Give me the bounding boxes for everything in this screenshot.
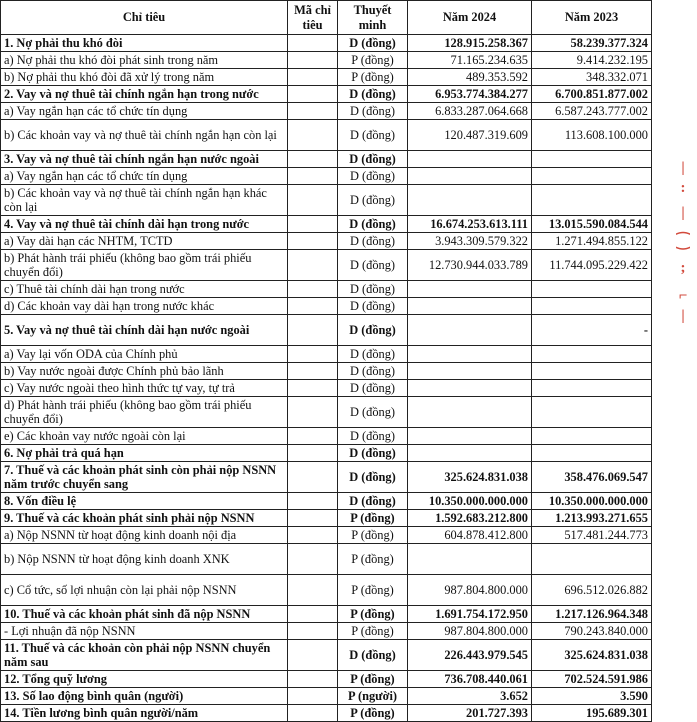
row-code: [288, 86, 338, 103]
row-label: 1. Nợ phải thu khó đòi: [1, 35, 288, 52]
row-thuyet-minh: D (đồng): [338, 120, 408, 151]
row-label: 10. Thuế và các khoản phát sinh đã nộp NSNN: [1, 606, 288, 623]
table-row: [1, 346, 652, 363]
table-header-row: [1, 1, 652, 35]
row-code: [288, 623, 338, 640]
row-thuyet-minh: D (đồng): [338, 298, 408, 315]
table-row: [1, 493, 652, 510]
row-code: [288, 671, 338, 688]
table-row: [1, 233, 652, 250]
row-value-2023: [532, 185, 652, 216]
row-value-2024: 3.652: [408, 688, 532, 705]
row-value-2024: 6.833.287.064.668: [408, 103, 532, 120]
row-label: b) Các khoản vay và nợ thuê tài chính ngắn hạn khác còn lại: [1, 185, 288, 216]
table-row: [1, 606, 652, 623]
row-code: [288, 445, 338, 462]
row-label: 6. Nợ phải trả quá hạn: [1, 445, 288, 462]
row-code: [288, 575, 338, 606]
row-code: [288, 380, 338, 397]
row-value-2024: 71.165.234.635: [408, 52, 532, 69]
table-row: [1, 623, 652, 640]
row-value-2023: [532, 380, 652, 397]
row-thuyet-minh: D (đồng): [338, 151, 408, 168]
row-value-2024: 12.730.944.033.789: [408, 250, 532, 281]
row-value-2024: [408, 298, 532, 315]
row-code: [288, 120, 338, 151]
row-thuyet-minh: D (đồng): [338, 168, 408, 185]
row-label: 8. Vốn điều lệ: [1, 493, 288, 510]
row-value-2024: [408, 168, 532, 185]
row-value-2023: [532, 346, 652, 363]
row-label: a) Vay dài hạn các NHTM, TCTD: [1, 233, 288, 250]
header-thuyet-minh: Thuyết minh: [338, 1, 408, 35]
row-thuyet-minh: D (đồng): [338, 462, 408, 493]
row-value-2023: [532, 397, 652, 428]
row-thuyet-minh: D (đồng): [338, 428, 408, 445]
row-thuyet-minh: D (đồng): [338, 640, 408, 671]
table-row: [1, 544, 652, 575]
red-stamp-mark: | : | ⁐ ; ⌐ |: [676, 160, 690, 324]
row-value-2023: 325.624.831.038: [532, 640, 652, 671]
row-label: a) Nộp NSNN từ hoạt động kinh doanh nội địa: [1, 527, 288, 544]
row-code: [288, 705, 338, 722]
row-code: [288, 510, 338, 527]
row-value-2023: [532, 298, 652, 315]
table-row: [1, 462, 652, 493]
row-value-2023: -: [532, 315, 652, 346]
row-label: a) Vay ngắn hạn các tổ chức tín dụng: [1, 168, 288, 185]
table-row: [1, 575, 652, 606]
row-label: 7. Thuế và các khoản phát sinh còn phải nộp NSNN năm trước chuyển sang: [1, 462, 288, 493]
table-row: [1, 298, 652, 315]
table-row: [1, 363, 652, 380]
row-label: b) Phát hành trái phiếu (không bao gồm trái phiếu chuyển đổi): [1, 250, 288, 281]
row-thuyet-minh: D (đồng): [338, 233, 408, 250]
row-code: [288, 346, 338, 363]
table-row: [1, 510, 652, 527]
row-label: a) Vay ngắn hạn các tổ chức tín dụng: [1, 103, 288, 120]
row-value-2023: [532, 445, 652, 462]
row-value-2024: 325.624.831.038: [408, 462, 532, 493]
table-row: [1, 86, 652, 103]
row-label: 5. Vay và nợ thuê tài chính dài hạn nước ngoài: [1, 315, 288, 346]
row-code: [288, 216, 338, 233]
row-label: c) Cổ tức, số lợi nhuận còn lại phải nộp NSNN: [1, 575, 288, 606]
row-thuyet-minh: P (đồng): [338, 623, 408, 640]
row-code: [288, 397, 338, 428]
row-value-2024: [408, 281, 532, 298]
table-row: [1, 250, 652, 281]
table-row: [1, 35, 652, 52]
row-value-2023: [532, 168, 652, 185]
row-thuyet-minh: D (đồng): [338, 397, 408, 428]
row-thuyet-minh: P (đồng): [338, 705, 408, 722]
table-row: [1, 185, 652, 216]
table-row: [1, 120, 652, 151]
header-nam-2023: Năm 2023: [532, 1, 652, 35]
row-value-2023: 6.700.851.877.002: [532, 86, 652, 103]
row-value-2023: 13.015.590.084.544: [532, 216, 652, 233]
row-value-2024: [408, 346, 532, 363]
row-value-2023: 517.481.244.773: [532, 527, 652, 544]
row-code: [288, 544, 338, 575]
row-value-2023: 11.744.095.229.422: [532, 250, 652, 281]
row-label: c) Thuê tài chính dài hạn trong nước: [1, 281, 288, 298]
row-value-2023: [532, 363, 652, 380]
row-thuyet-minh: D (đồng): [338, 250, 408, 281]
row-code: [288, 281, 338, 298]
row-label: c) Vay nước ngoài theo hình thức tự vay, tự trả: [1, 380, 288, 397]
row-thuyet-minh: P (đồng): [338, 575, 408, 606]
row-label: b) Nợ phải thu khó đòi đã xử lý trong năm: [1, 69, 288, 86]
row-label: b) Nộp NSNN từ hoạt động kinh doanh XNK: [1, 544, 288, 575]
table-row: [1, 69, 652, 86]
row-value-2023: 348.332.071: [532, 69, 652, 86]
row-value-2023: 358.476.069.547: [532, 462, 652, 493]
table-row: [1, 428, 652, 445]
row-code: [288, 168, 338, 185]
row-code: [288, 363, 338, 380]
row-value-2024: [408, 185, 532, 216]
row-value-2024: 201.727.393: [408, 705, 532, 722]
table-row: [1, 281, 652, 298]
row-value-2024: 6.953.774.384.277: [408, 86, 532, 103]
row-code: [288, 103, 338, 120]
row-label: 4. Vay và nợ thuê tài chính dài hạn trong nước: [1, 216, 288, 233]
table-row: [1, 640, 652, 671]
row-value-2024: 1.592.683.212.800: [408, 510, 532, 527]
row-value-2024: 489.353.592: [408, 69, 532, 86]
row-thuyet-minh: P (đồng): [338, 52, 408, 69]
row-value-2024: [408, 397, 532, 428]
row-value-2024: [408, 445, 532, 462]
row-label: 3. Vay và nợ thuê tài chính ngắn hạn nước ngoài: [1, 151, 288, 168]
row-value-2024: 3.943.309.579.322: [408, 233, 532, 250]
row-thuyet-minh: P (đồng): [338, 544, 408, 575]
row-value-2024: 987.804.800.000: [408, 575, 532, 606]
row-thuyet-minh: D (đồng): [338, 445, 408, 462]
row-code: [288, 35, 338, 52]
row-value-2023: [532, 544, 652, 575]
row-code: [288, 233, 338, 250]
table-row: [1, 527, 652, 544]
row-value-2023: 195.689.301: [532, 705, 652, 722]
table-row: [1, 52, 652, 69]
row-value-2023: 1.213.993.271.655: [532, 510, 652, 527]
table-row: [1, 705, 652, 722]
row-label: d) Các khoản vay dài hạn trong nước khác: [1, 298, 288, 315]
row-value-2024: [408, 428, 532, 445]
row-code: [288, 462, 338, 493]
row-value-2023: [532, 151, 652, 168]
row-thuyet-minh: P (đồng): [338, 671, 408, 688]
row-value-2023: 3.590: [532, 688, 652, 705]
row-value-2024: 226.443.979.545: [408, 640, 532, 671]
row-thuyet-minh: D (đồng): [338, 103, 408, 120]
header-chi-tieu: Chỉ tiêu: [1, 1, 288, 35]
row-thuyet-minh: P (đồng): [338, 510, 408, 527]
row-value-2024: [408, 544, 532, 575]
row-value-2023: 696.512.026.882: [532, 575, 652, 606]
row-value-2024: 736.708.440.061: [408, 671, 532, 688]
row-value-2024: 128.915.258.367: [408, 35, 532, 52]
row-value-2023: [532, 281, 652, 298]
row-value-2023: 790.243.840.000: [532, 623, 652, 640]
row-value-2023: [532, 428, 652, 445]
row-label: - Lợi nhuận đã nộp NSNN: [1, 623, 288, 640]
row-value-2023: 702.524.591.986: [532, 671, 652, 688]
table-row: [1, 380, 652, 397]
row-code: [288, 493, 338, 510]
row-value-2023: 9.414.232.195: [532, 52, 652, 69]
table-row: [1, 168, 652, 185]
row-code: [288, 151, 338, 168]
row-code: [288, 640, 338, 671]
row-label: 9. Thuế và các khoản phát sinh phải nộp NSNN: [1, 510, 288, 527]
row-value-2023: 113.608.100.000: [532, 120, 652, 151]
row-value-2023: 58.239.377.324: [532, 35, 652, 52]
row-thuyet-minh: D (đồng): [338, 380, 408, 397]
row-label: e) Các khoản vay nước ngoài còn lại: [1, 428, 288, 445]
row-thuyet-minh: P (đồng): [338, 527, 408, 544]
row-value-2024: [408, 315, 532, 346]
row-label: a) Vay lại vốn ODA của Chính phủ: [1, 346, 288, 363]
row-value-2024: [408, 363, 532, 380]
row-label: 14. Tiền lương bình quân người/năm: [1, 705, 288, 722]
row-value-2023: 10.350.000.000.000: [532, 493, 652, 510]
row-value-2024: 10.350.000.000.000: [408, 493, 532, 510]
row-thuyet-minh: D (đồng): [338, 346, 408, 363]
row-thuyet-minh: P (đồng): [338, 69, 408, 86]
header-nam-2024: Năm 2024: [408, 1, 532, 35]
table-row: [1, 397, 652, 428]
row-thuyet-minh: D (đồng): [338, 315, 408, 346]
row-thuyet-minh: P (người): [338, 688, 408, 705]
row-code: [288, 185, 338, 216]
row-label: 13. Số lao động bình quân (người): [1, 688, 288, 705]
table-row: [1, 216, 652, 233]
row-value-2023: 1.217.126.964.348: [532, 606, 652, 623]
row-thuyet-minh: D (đồng): [338, 35, 408, 52]
row-thuyet-minh: D (đồng): [338, 281, 408, 298]
row-label: b) Vay nước ngoài được Chính phủ bảo lãnh: [1, 363, 288, 380]
row-code: [288, 69, 338, 86]
row-code: [288, 315, 338, 346]
table-row: [1, 103, 652, 120]
row-code: [288, 250, 338, 281]
row-value-2024: [408, 151, 532, 168]
row-value-2024: 120.487.319.609: [408, 120, 532, 151]
row-label: 11. Thuế và các khoản còn phải nộp NSNN chuyển năm sau: [1, 640, 288, 671]
row-code: [288, 527, 338, 544]
row-value-2023: 6.587.243.777.002: [532, 103, 652, 120]
row-label: 12. Tổng quỹ lương: [1, 671, 288, 688]
row-value-2024: [408, 380, 532, 397]
row-label: a) Nợ phải thu khó đòi phát sinh trong năm: [1, 52, 288, 69]
row-thuyet-minh: D (đồng): [338, 216, 408, 233]
table-row: [1, 151, 652, 168]
row-thuyet-minh: D (đồng): [338, 363, 408, 380]
table-row: [1, 315, 652, 346]
header-ma-chi-tieu: Mã chỉ tiêu: [288, 1, 338, 35]
row-value-2024: 1.691.754.172.950: [408, 606, 532, 623]
row-value-2024: 16.674.253.613.111: [408, 216, 532, 233]
row-code: [288, 52, 338, 69]
row-value-2024: 604.878.412.800: [408, 527, 532, 544]
row-thuyet-minh: D (đồng): [338, 185, 408, 216]
row-value-2024: 987.804.800.000: [408, 623, 532, 640]
row-label: d) Phát hành trái phiếu (không bao gồm trái phiếu chuyển đổi): [1, 397, 288, 428]
row-value-2023: 1.271.494.855.122: [532, 233, 652, 250]
row-thuyet-minh: D (đồng): [338, 493, 408, 510]
table-row: [1, 671, 652, 688]
row-label: 2. Vay và nợ thuê tài chính ngắn hạn trong nước: [1, 86, 288, 103]
row-code: [288, 606, 338, 623]
row-thuyet-minh: P (đồng): [338, 606, 408, 623]
table-row: [1, 688, 652, 705]
row-code: [288, 428, 338, 445]
row-thuyet-minh: D (đồng): [338, 86, 408, 103]
row-code: [288, 298, 338, 315]
table-row: [1, 445, 652, 462]
row-label: b) Các khoản vay và nợ thuê tài chính ngắn hạn còn lại: [1, 120, 288, 151]
row-code: [288, 688, 338, 705]
